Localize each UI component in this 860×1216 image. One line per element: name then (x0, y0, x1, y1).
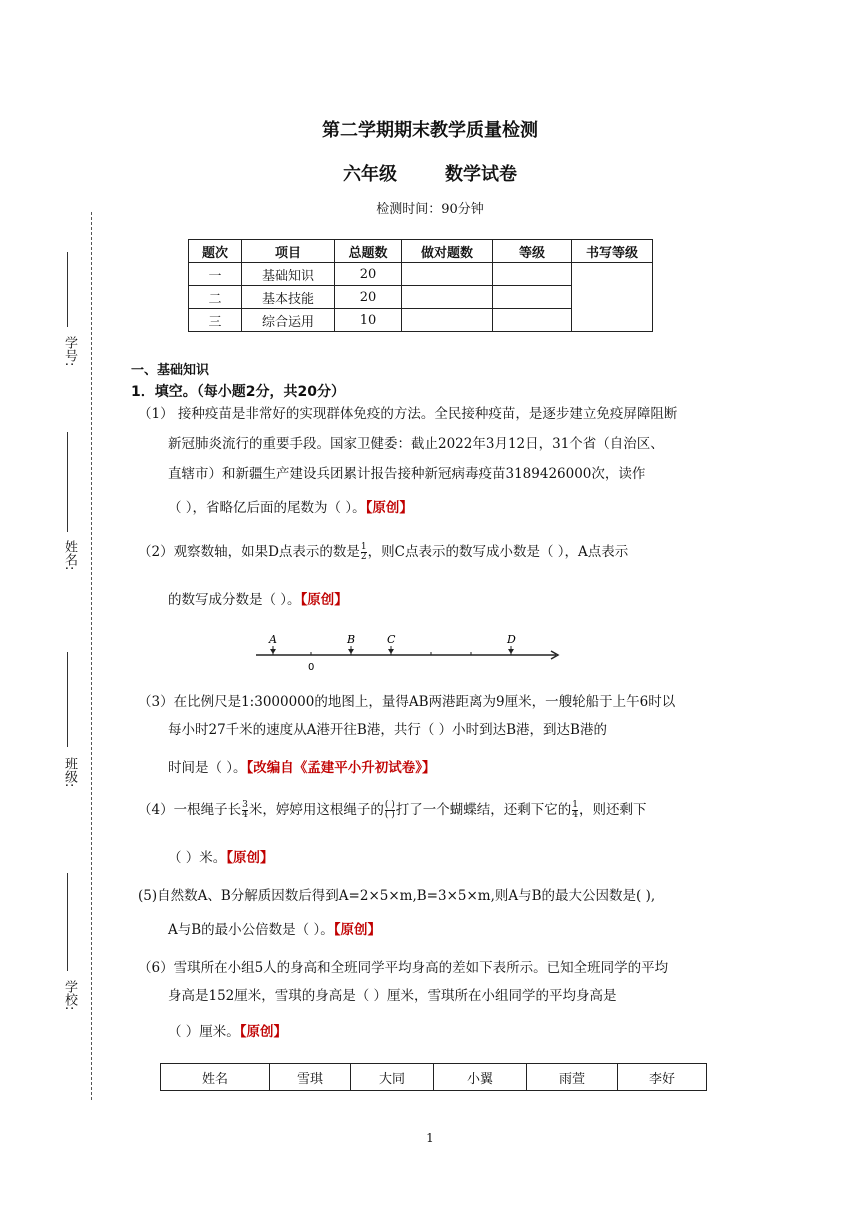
q5-line-1: (5)自然数A、B分解质因数后得到A=2×5×m,B=3×5×m,则A与B的最大公因数是( ), (138, 888, 656, 904)
zero-label: 0 (308, 662, 315, 673)
q3-answer-blank: 时间是（ ）。 (168, 760, 247, 776)
q4-text-b: 米，婷婷用这根绳子的 (248, 802, 384, 818)
page-number: 1 (426, 1131, 434, 1145)
table-cell: 雪琪 (270, 1064, 351, 1091)
q4-text-a: （4）一根绳子长 (138, 802, 242, 818)
exam-duration: 检测时间：90分钟 (376, 202, 484, 217)
q4-answer-blank: （ ）米。 (168, 850, 227, 866)
binding-dashed-line (91, 212, 92, 1100)
q4-text-c: 打了一个蝴蝶结，还剩下它的 (395, 802, 572, 818)
q6-line-3 (168, 1022, 287, 1042)
q2-line-1 (138, 542, 628, 562)
q6-line-2: 身高是152厘米，雪琪的身高是（ ）厘米，雪琪所在小组同学的平均身高是 (168, 988, 617, 1004)
class-label: 班级: (62, 757, 77, 788)
table-cell: 10 (335, 309, 402, 332)
section-heading: 一、基础知识 (131, 363, 210, 378)
height-difference-table (160, 1063, 707, 1091)
q1-answer-blanks: （ ），省略亿后面的尾数为（ ）。 (168, 500, 366, 516)
fraction (242, 801, 248, 820)
table-cell: 综合运用 (242, 309, 335, 332)
q3-line-1: （3）在比例尺是1:3000000的地图上，量得AB两港距离为9厘米，一艘轮船于上午6时以 (138, 694, 676, 710)
student-id-underline[interactable] (67, 252, 68, 327)
point-c-label: C (387, 633, 396, 646)
table-cell: 基本技能 (242, 286, 335, 309)
q2-text-b: ，则C点表示的数写成小数是（ ），A点表示 (367, 544, 629, 560)
fraction-numerator: 3 (242, 800, 248, 810)
q2-line-2 (168, 590, 348, 610)
point-a-arrow (270, 649, 276, 654)
grade-cell[interactable] (493, 309, 572, 332)
score-table-header (189, 240, 653, 263)
correct-count-cell[interactable] (402, 286, 493, 309)
q2-answer-blank: 的数写成分数是（ ）。 (168, 592, 301, 608)
point-a-label: A (269, 633, 277, 646)
q1-line-1: （1） 接种疫苗是非常好的实现群体免疫的方法。全民接种疫苗，是逐步建立免疫屏障阻断 (138, 406, 678, 422)
fraction-denominator: 2 (360, 552, 367, 562)
table-header-cell: 书写等级 (572, 240, 653, 263)
original-tag: 【原创】 (365, 500, 413, 516)
point-b-arrow (348, 649, 354, 654)
table-cell: 基础知识 (242, 263, 335, 286)
table-cell: 三 (189, 309, 242, 332)
point-c-arrow (388, 649, 394, 654)
original-tag: 【原创】 (239, 1024, 288, 1040)
table-cell: 一 (189, 263, 242, 286)
school-label: 学校: (62, 980, 77, 1011)
writing-grade-cell[interactable] (572, 263, 653, 332)
q1-line-3: 直辖市）和新疆生产建设兵团累计报告接种新冠病毒疫苗3189426000次，读作 (168, 466, 646, 482)
adapted-source-tag: 【改编自《孟建平小升初试卷》】 (246, 760, 436, 776)
table-cell: 姓名 (161, 1064, 270, 1091)
fraction (572, 801, 578, 820)
student-id-label: 学号: (62, 336, 77, 367)
point-b-label: B (347, 633, 356, 646)
fraction-numerator-blank: ( ) (384, 800, 395, 810)
fraction-numerator: 1 (360, 542, 367, 552)
table-cell: 20 (335, 263, 402, 286)
name-label: 姓名: (62, 540, 77, 571)
table-cell: 二 (189, 286, 242, 309)
name-underline[interactable] (67, 432, 68, 532)
grade-label: 六年级 (343, 164, 397, 185)
original-tag: 【原创】 (333, 922, 381, 938)
q6-line-1: （6）雪琪所在小组5人的身高和全班同学平均身高的差如下表所示。已知全班同学的平均 (138, 960, 669, 976)
table-cell: 雨萱 (527, 1064, 618, 1091)
subject-label: 数学试卷 (445, 164, 517, 185)
fraction-blank[interactable] (385, 801, 395, 820)
fraction-denominator: 4 (242, 810, 248, 820)
class-underline[interactable] (67, 652, 68, 747)
exam-subtitle (0, 160, 860, 186)
point-d-label: D (507, 633, 516, 646)
original-tag: 【原创】 (226, 850, 274, 866)
table-cell: 小翼 (434, 1064, 527, 1091)
question-heading: 1．填空。（每小题2分，共20分） (131, 384, 345, 400)
fraction (361, 543, 367, 562)
q1-line-2: 新冠肺炎流行的重要手段。国家卫健委：截止2022年3月12日，31个省（自治区、 (168, 436, 664, 452)
score-table (188, 239, 653, 332)
exam-title: 第二学期期末教学质量检测 (322, 120, 538, 141)
q6-answer-blank: （ ）厘米。 (168, 1024, 240, 1040)
grade-cell[interactable] (493, 286, 572, 309)
table-row (189, 263, 653, 286)
school-underline[interactable] (67, 873, 68, 971)
q2-text-a: （2）观察数轴，如果D点表示的数是 (138, 544, 360, 560)
q5-answer-blank: A与B的最小公倍数是（ ）。 (168, 922, 334, 938)
table-header-cell: 题次 (189, 240, 242, 263)
grade-cell[interactable] (493, 263, 572, 286)
number-line (248, 628, 573, 674)
q4-line-1 (138, 800, 646, 820)
table-header-cell: 项目 (242, 240, 335, 263)
q3-line-3 (168, 758, 436, 778)
q5-line-2 (168, 920, 381, 940)
table-header-cell: 做对题数 (402, 240, 493, 263)
correct-count-cell[interactable] (402, 309, 493, 332)
table-row (161, 1064, 707, 1091)
table-cell: 李好 (618, 1064, 707, 1091)
q1-line-4 (168, 498, 413, 518)
fraction-numerator: 1 (572, 800, 578, 810)
point-d-arrow (508, 649, 514, 654)
fraction-denominator: 4 (572, 810, 578, 820)
q4-text-d: ，则还剩下 (578, 802, 647, 818)
table-header-cell: 总题数 (335, 240, 402, 263)
table-cell: 大同 (351, 1064, 434, 1091)
q4-line-2 (168, 848, 274, 868)
table-header-cell: 等级 (493, 240, 572, 263)
table-cell: 20 (335, 286, 402, 309)
original-tag: 【原创】 (300, 592, 348, 608)
correct-count-cell[interactable] (402, 263, 493, 286)
fraction-denominator-blank: ( ) (384, 810, 395, 820)
q3-line-2: 每小时27千米的速度从A港开往B港，共行（ ）小时到达B港，到达B港的 (168, 722, 607, 738)
